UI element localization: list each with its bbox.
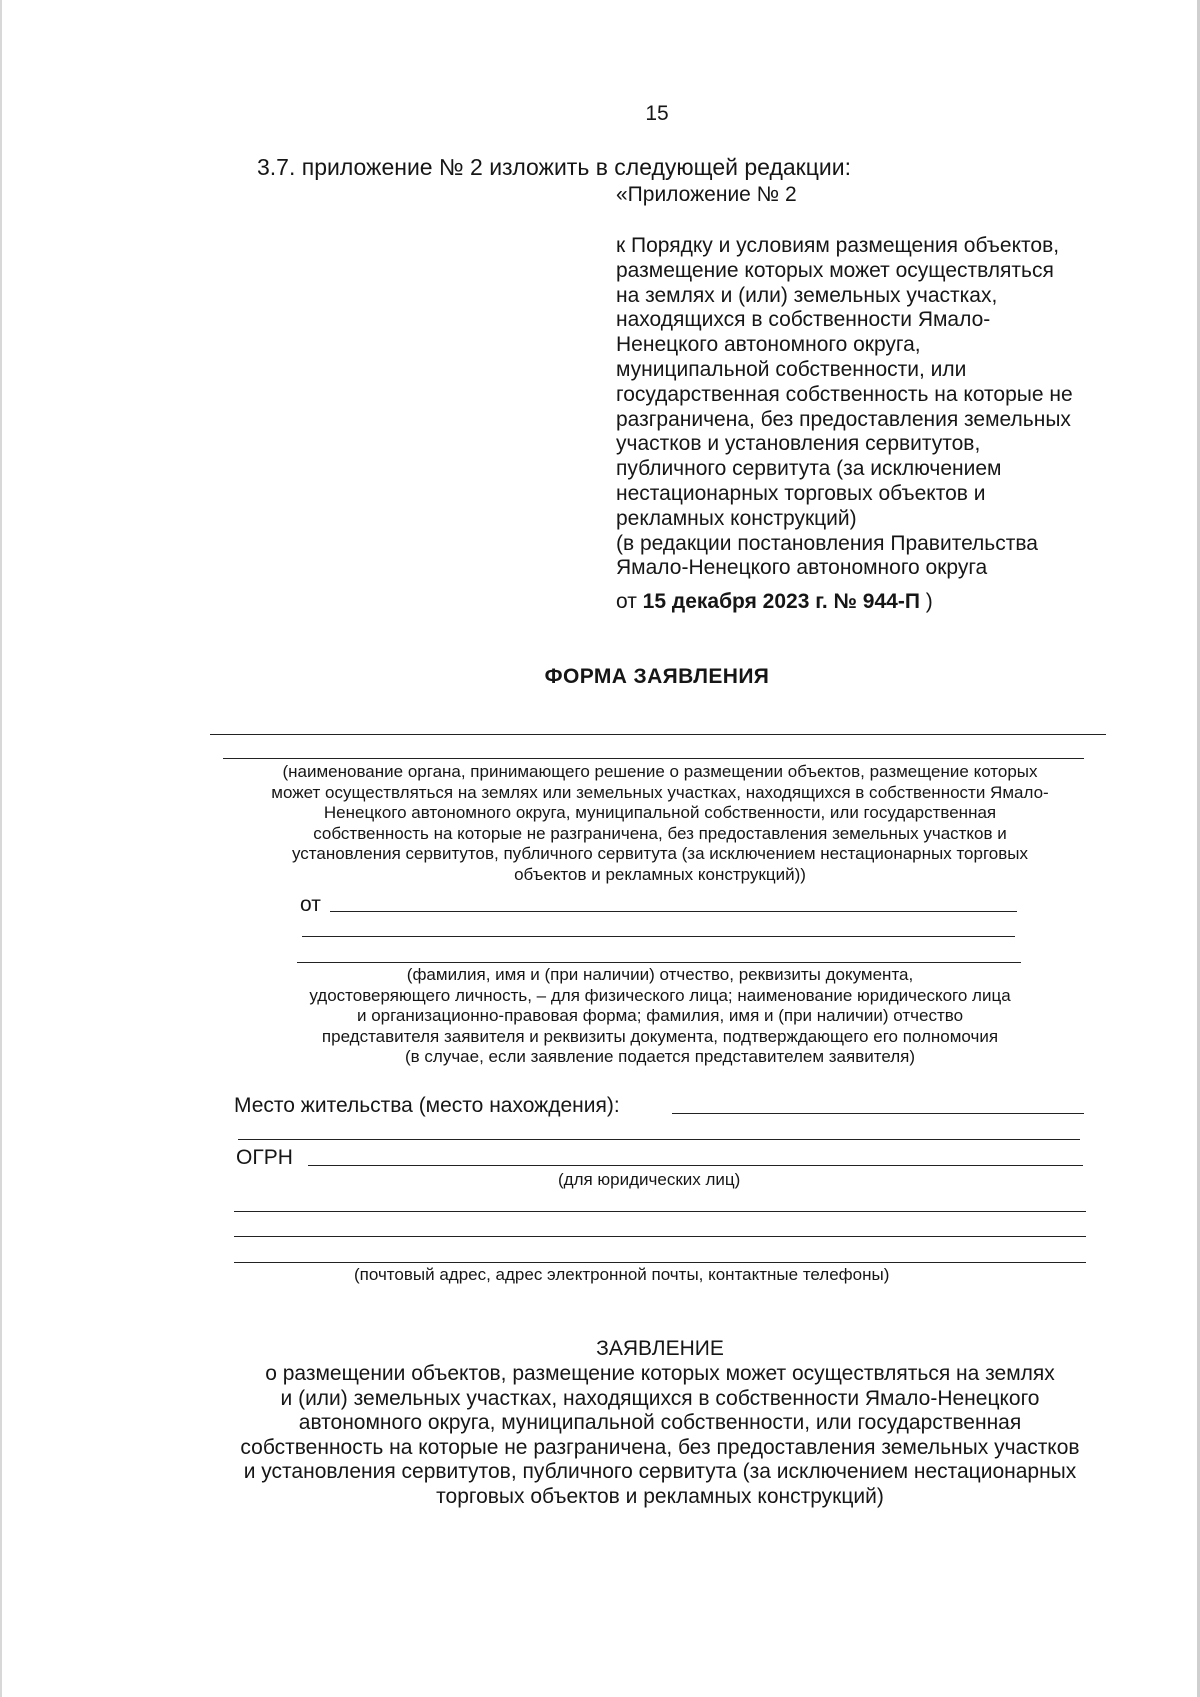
statement-line: и установления сервитутов, публичного сервитута (за исключением нестационарных: [243, 1460, 1077, 1484]
ogrn-caption: (для юридических лиц): [558, 1170, 741, 1189]
statement-line: и (или) земельных участках, находящихся в собственности Ямало-Ненецкого: [280, 1386, 1040, 1410]
annex-line: разграничена, без предоставления земельных: [616, 407, 1071, 431]
ogrn-label: ОГРН: [236, 1146, 293, 1169]
annex-line: к Порядку и условиям размещения объектов,: [616, 234, 1060, 257]
statement-line: о размещении объектов, размещение которых может осуществляться на землях: [265, 1362, 1055, 1385]
annex-line: участков и установления сервитутов,: [616, 432, 981, 456]
from-line: [302, 936, 1015, 937]
statement-line: автономного округа, муниципальной собственности, или государственная: [298, 1411, 1022, 1435]
date-suffix: ): [919, 590, 933, 613]
annex-line: Ненецкого автономного округа,: [616, 333, 921, 357]
ogrn-line: [308, 1165, 1083, 1166]
caption-line: представителя заявителя и реквизиты документа, подтверждающего его полномочия: [321, 1026, 999, 1046]
caption-line: (наименование органа, принимающего решение о размещении объектов, размещение которых: [282, 762, 1038, 781]
annex-reference: [616, 234, 1136, 581]
date-prefix: от: [616, 590, 643, 613]
annex-line: на землях и (или) земельных участках,: [616, 283, 998, 307]
from-label: от: [300, 893, 321, 916]
page-number: 15: [645, 102, 669, 125]
caption-line: (в случае, если заявление подается представителем заявителя): [404, 1047, 915, 1067]
caption-line: (фамилия, имя и (при наличии) отчество, реквизиты документа,: [406, 965, 914, 984]
caption-line: может осуществляться на землях или земельных участках, находящихся в собственности Ямало-: [271, 782, 1049, 802]
annex-line: государственная собственность на которые не: [616, 382, 1073, 406]
authority-line: [223, 758, 1084, 759]
contacts-line: [234, 1211, 1086, 1212]
annex-line: публичного сервитута (за исключением: [616, 457, 1002, 481]
residence-line: [672, 1113, 1084, 1114]
annex-line: (в редакции постановления Правительства: [616, 531, 1038, 555]
caption-line: объектов и рекламных конструкций)): [514, 864, 806, 884]
annex-number: «Приложение № 2: [616, 183, 797, 206]
caption-line: установления сервитутов, публичного сервитута (за исключением нестационарных торговых: [291, 844, 1028, 864]
annex-line: находящихся в собственности Ямало-: [616, 308, 991, 332]
from-line: [330, 911, 1017, 912]
contacts-line: [234, 1236, 1086, 1237]
authority-line: [210, 734, 1106, 735]
caption-line: собственность на которые не разграничена, без предоставления земельных участков и: [313, 823, 1007, 843]
from-line: [297, 962, 1021, 963]
statement-line: собственность на которые не разграничена, без предоставления земельных участков: [240, 1435, 1080, 1459]
caption-line: удостоверяющего личность, – для физического лица; наименование юридического лица: [309, 985, 1011, 1005]
date-value: 15 декабря 2023 г. № 944-П: [642, 590, 920, 613]
annex-line: Ямало-Ненецкого автономного округа: [616, 556, 988, 580]
scan-left-edge: [0, 0, 2, 1697]
annex-line: рекламных конструкций): [616, 506, 857, 530]
statement-line: торговых объектов и рекламных конструкций): [436, 1484, 884, 1508]
annex-edition-date: [616, 590, 933, 614]
annex-line: размещение которых может осуществляться: [616, 258, 1054, 282]
residence-label: Место жительства (место нахождения):: [234, 1094, 620, 1117]
statement-subject: [180, 1362, 1140, 1510]
applicant-caption: [190, 965, 1130, 1068]
annex-line: нестационарных торговых объектов и: [616, 481, 986, 505]
contacts-caption: (почтовый адрес, адрес электронной почты, контактные телефоны): [354, 1265, 890, 1284]
form-title: ФОРМА ЗАЯВЛЕНИЯ: [544, 665, 770, 688]
authority-caption: [160, 762, 1160, 886]
residence-line: [238, 1139, 1080, 1140]
caption-line: и организационно-правовая форма; фамилия, имя и (при наличии) отчество: [356, 1006, 964, 1026]
amendment-intro: 3.7. приложение № 2 изложить в следующей редакции:: [257, 154, 851, 180]
statement-title: ЗАЯВЛЕНИЕ: [596, 1337, 724, 1360]
annex-line: муниципальной собственности, или: [616, 357, 967, 381]
contacts-line: [234, 1262, 1086, 1263]
caption-line: Ненецкого автономного округа, муниципальной собственности, или государственная: [323, 803, 997, 823]
